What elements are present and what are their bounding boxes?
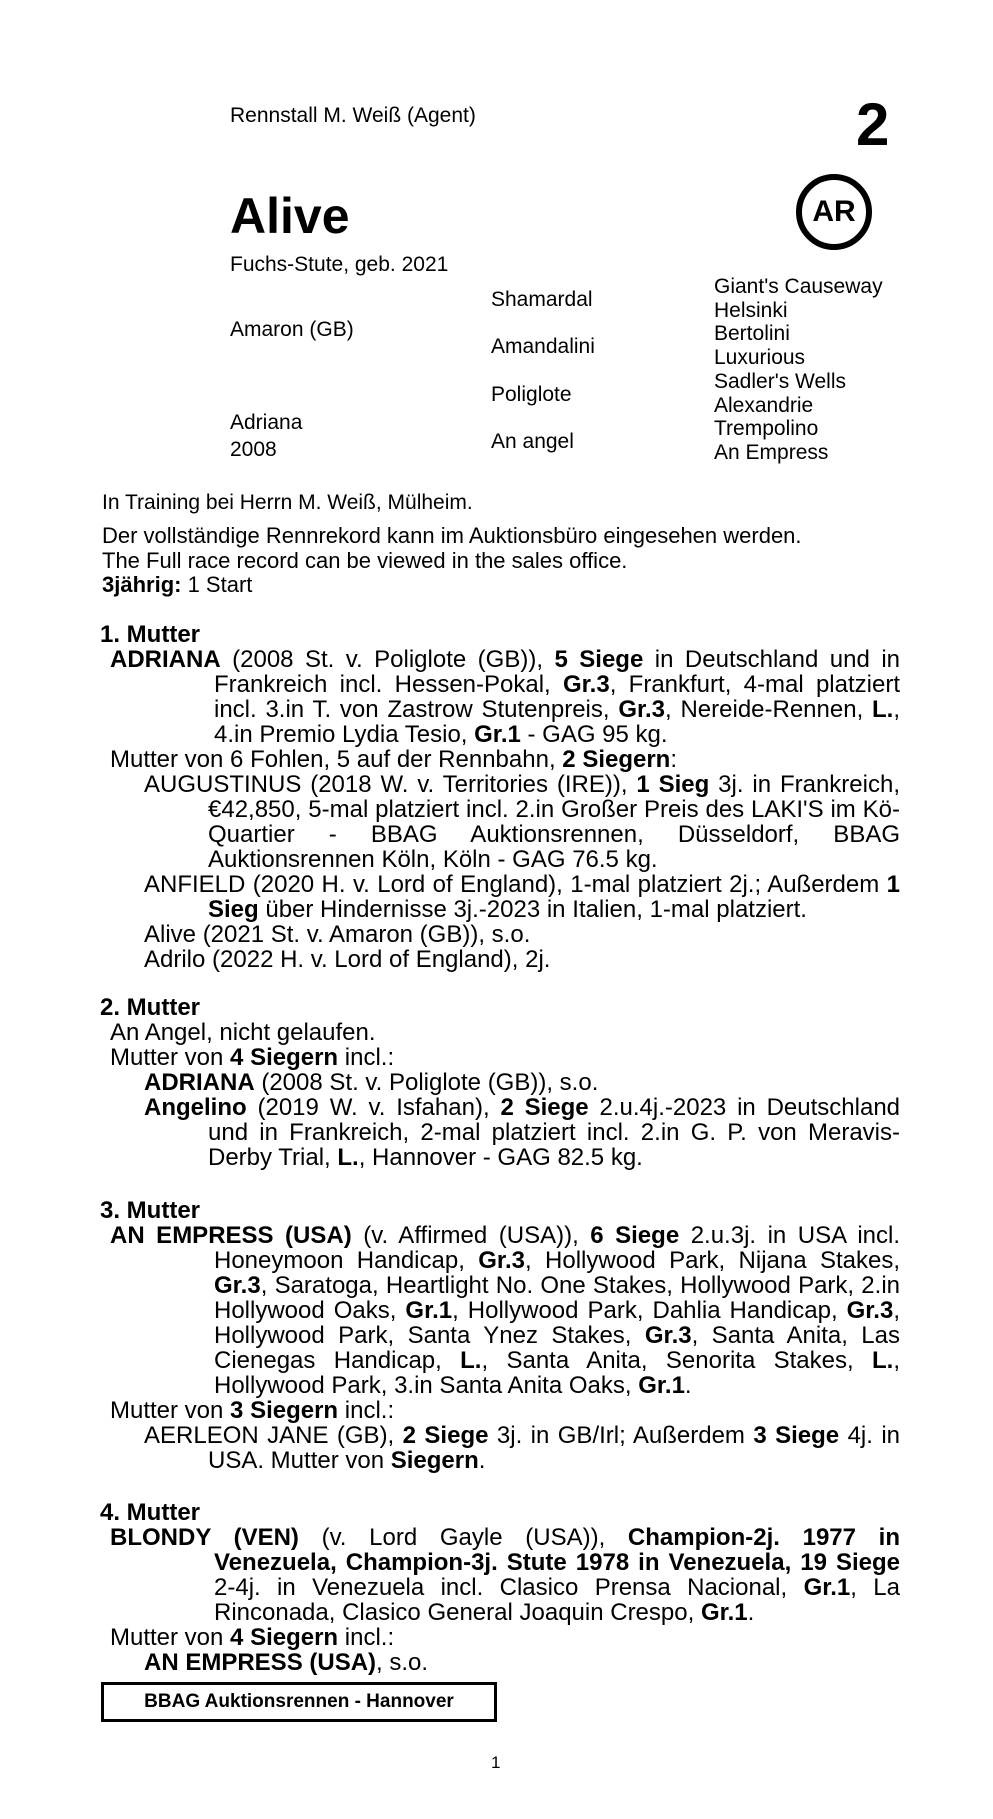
section-dam-3 — [100, 1198, 900, 1473]
age3-record — [102, 572, 252, 598]
section-title: 2. Mutter — [100, 994, 201, 1021]
pedigree-grandparent: Amandalini — [491, 335, 595, 358]
foal-entry — [144, 871, 900, 923]
race-grade: L. — [460, 1347, 482, 1374]
dam-entry — [110, 646, 901, 748]
text: Mutter von 6 Fohlen, 5 auf der Rennbahn, — [110, 746, 563, 773]
text: , Santa Anita, Senorita Stakes, — [481, 1347, 872, 1374]
dam-name: ADRIANA — [110, 646, 221, 673]
dam-entry: An Angel, nicht gelaufen. — [110, 1019, 376, 1046]
section-dam-2 — [100, 995, 900, 1170]
race-grade: Gr.3 — [618, 696, 666, 723]
dam-name: BLONDY (VEN) — [110, 1524, 299, 1551]
foal-name: AN EMPRESS (USA) — [144, 1649, 377, 1676]
text: , Santa Anita, Las Cienegas Handicap, — [214, 1322, 900, 1374]
stable-name: Rennstall M. Weiß (Agent) — [230, 104, 476, 127]
race-grade: Gr.3 — [478, 1247, 525, 1274]
text: in Deutschland und in Frankreich incl. Hessen-Pokal, — [214, 646, 900, 698]
foal-name: ADRIANA — [144, 1069, 255, 1096]
text: , s.o. — [376, 1649, 429, 1676]
text: ANFIELD (2020 H. v. Lord of England), 1-mal platziert 2j.; Außerdem — [144, 871, 887, 898]
text: , La Rinconada, Clasico General Joaquin Crespo, — [214, 1574, 901, 1626]
text: - GAG 95 kg. — [520, 721, 668, 748]
foal-entry: Adrilo (2022 H. v. Lord of England), 2j. — [144, 946, 551, 973]
foal-entry — [144, 1422, 901, 1474]
pedigree-great-grandparent: Sadler's Wells — [714, 370, 846, 393]
text: 2-4j. in Venezuela incl. Clasico Prensa Nacional, — [214, 1574, 804, 1601]
pedigree-great-grandparent: Alexandrie — [714, 394, 814, 417]
page-number: 1 — [491, 1753, 501, 1772]
section-title: 3. Mutter — [100, 1197, 201, 1224]
text: 3j. in Frankreich, €42,850, 5-mal platziert incl. 2.in Großer Preis des LAKI'S im Kö-Quartier - BBAG Auktionsrennen, Düsseldorf, BBAG Auktionsrennen Köln, Köln - GAG 76.5 kg. — [208, 771, 900, 873]
text: incl.: — [338, 1397, 395, 1424]
text: über Hindernisse 3j.-2023 in Italien, 1-mal platziert. — [258, 896, 807, 923]
race-grade: Gr.3 — [644, 1322, 692, 1349]
text: (v. Lord Gayle (USA)), — [298, 1524, 628, 1551]
text: . — [478, 1447, 486, 1474]
text: , Saratoga, Heartlight No. One Stakes, Hollywood Park, 2.in Hollywood Oaks, — [214, 1272, 900, 1324]
race-grade: Gr.1 — [700, 1599, 748, 1626]
record-note-de: Der vollständige Rennrekord kann im Auktionsbüro eingesehen werden. — [102, 523, 802, 548]
winners: Siegern — [390, 1447, 479, 1474]
pedigree-dam: Adriana — [230, 411, 303, 434]
winners-count: 2 Siegern — [562, 746, 671, 773]
wins: 1 Sieg — [208, 871, 900, 923]
text: 2.u.4j.-2023 in Deutschland und in Frankreich, 2-mal platziert incl. 2.in G. P. von Meravis-Derby Trial, — [208, 1094, 901, 1171]
pedigree-great-grandparent: Bertolini — [714, 322, 790, 345]
pedigree-dam-year: 2008 — [230, 438, 277, 461]
text: (2008 St. v. Poliglote (GB)), s.o. — [254, 1069, 599, 1096]
text: , Hannover - GAG 82.5 kg. — [358, 1144, 643, 1171]
pedigree-great-grandparent: An Empress — [714, 441, 829, 464]
wins: 2 Siege — [402, 1422, 489, 1449]
text: AUGUSTINUS (2018 W. v. Territories (IRE)), — [144, 771, 637, 798]
wins: 3 Siege — [753, 1422, 840, 1449]
text: , Hollywood Park, 3.in Santa Anita Oaks, — [214, 1347, 900, 1399]
text: : — [670, 746, 678, 773]
foal-entry: Alive (2021 St. v. Amaron (GB)), s.o. — [144, 921, 531, 948]
race-grade: L. — [337, 1144, 359, 1171]
text: incl.: — [338, 1624, 395, 1651]
produce-summary — [110, 1045, 900, 1070]
text: AERLEON JANE (GB), — [144, 1422, 403, 1449]
text: Mutter von — [110, 1624, 231, 1651]
race-eligibility-box — [101, 1682, 497, 1722]
text: 3j. in GB/Irl; Außerdem — [488, 1422, 754, 1449]
text: , Nereide-Rennen, — [665, 696, 873, 723]
text: (v. Affirmed (USA)), — [351, 1222, 591, 1249]
produce-summary — [110, 1625, 900, 1650]
winners-count: 4 Siegern — [230, 1624, 339, 1651]
dam-name: AN EMPRESS (USA) — [110, 1222, 352, 1249]
wins: 6 Siege — [590, 1222, 680, 1249]
winners-count: 3 Siegern — [230, 1397, 339, 1424]
championship: Champion-2j. 1977 in Venezuela, Champion-3j. Stute 1978 in Venezuela, 19 Siege — [214, 1524, 900, 1576]
text: . — [684, 1372, 692, 1399]
section-dam-4 — [100, 1500, 900, 1675]
age3-text: 1 Start — [181, 572, 253, 597]
text: , Hollywood Park, Dahlia Handicap, — [452, 1297, 847, 1324]
text: incl.: — [338, 1044, 395, 1071]
foal-entry — [144, 1650, 900, 1675]
wins: 1 Sieg — [636, 771, 710, 798]
race-grade: L. — [872, 1347, 894, 1374]
pedigree-sire: Amaron (GB) — [230, 318, 354, 341]
section-title: 1. Mutter — [100, 621, 201, 648]
winners-count: 4 Siegern — [230, 1044, 339, 1071]
text: , Frankfurt, 4-mal platziert incl. 3.in T. von Zastrow Stutenpreis, — [214, 671, 900, 723]
foal-entry — [144, 771, 900, 873]
text: (2008 St. v. Poliglote (GB)), — [220, 646, 555, 673]
section-title: 4. Mutter — [100, 1499, 201, 1526]
race-grade: Gr.3 — [563, 671, 610, 698]
race-grade: Gr.1 — [638, 1372, 685, 1399]
section-dam-1 — [100, 622, 900, 972]
race-grade: Gr.1 — [803, 1574, 851, 1601]
text: Mutter von — [110, 1044, 231, 1071]
text: Mutter von — [110, 1397, 231, 1424]
country-badge-label: AR — [812, 195, 856, 228]
pedigree-great-grandparent: Helsinki — [714, 299, 788, 322]
foal-entry — [144, 1070, 900, 1095]
dam-entry — [110, 1222, 901, 1399]
age3-label: 3jährig: — [102, 572, 182, 597]
foal-entry — [144, 1094, 901, 1171]
text: 4j. in USA. Mutter von — [208, 1422, 901, 1474]
record-note-en: The Full race record can be viewed in the sales office. — [102, 548, 628, 573]
country-badge — [796, 174, 872, 250]
produce-summary — [110, 1398, 900, 1423]
text: . — [747, 1599, 755, 1626]
dam-entry — [110, 1524, 901, 1626]
horse-name: Alive — [230, 188, 350, 244]
horse-description: Fuchs-Stute, geb. 2021 — [230, 253, 449, 276]
foal-name: Angelino — [144, 1094, 247, 1121]
race-grade: L. — [872, 696, 894, 723]
text: , Hollywood Park, Nijana Stakes, — [524, 1247, 900, 1274]
text: , Hollywood Park, Santa Ynez Stakes, — [214, 1297, 900, 1349]
race-eligibility-label: BBAG Auktionsrennen - Hannover — [144, 1691, 454, 1712]
training-note: In Training bei Herrn M. Weiß, Mülheim. — [102, 491, 473, 514]
pedigree-great-grandparent: Giant's Causeway — [714, 275, 883, 298]
pedigree-great-grandparent: Trempolino — [714, 417, 819, 440]
race-grade: Gr.1 — [405, 1297, 453, 1324]
pedigree-great-grandparent: Luxurious — [714, 346, 806, 369]
pedigree-grandparent: An angel — [491, 430, 574, 453]
text: , 4.in Premio Lydia Tesio, — [214, 696, 901, 748]
race-grade: Gr.3 — [214, 1272, 261, 1299]
produce-summary — [110, 747, 900, 772]
text: (2019 W. v. Isfahan), — [246, 1094, 501, 1121]
wins: 5 Siege — [554, 646, 644, 673]
wins: 2 Siege — [500, 1094, 589, 1121]
pedigree-grandparent: Poliglote — [491, 383, 572, 406]
pedigree-grandparent: Shamardal — [491, 288, 593, 311]
race-grade: Gr.1 — [474, 721, 521, 748]
text: 2.u.3j. in USA incl. Honeymoon Handicap, — [214, 1222, 901, 1274]
race-grade: Gr.3 — [846, 1297, 894, 1324]
lot-number: 2 — [856, 91, 890, 158]
